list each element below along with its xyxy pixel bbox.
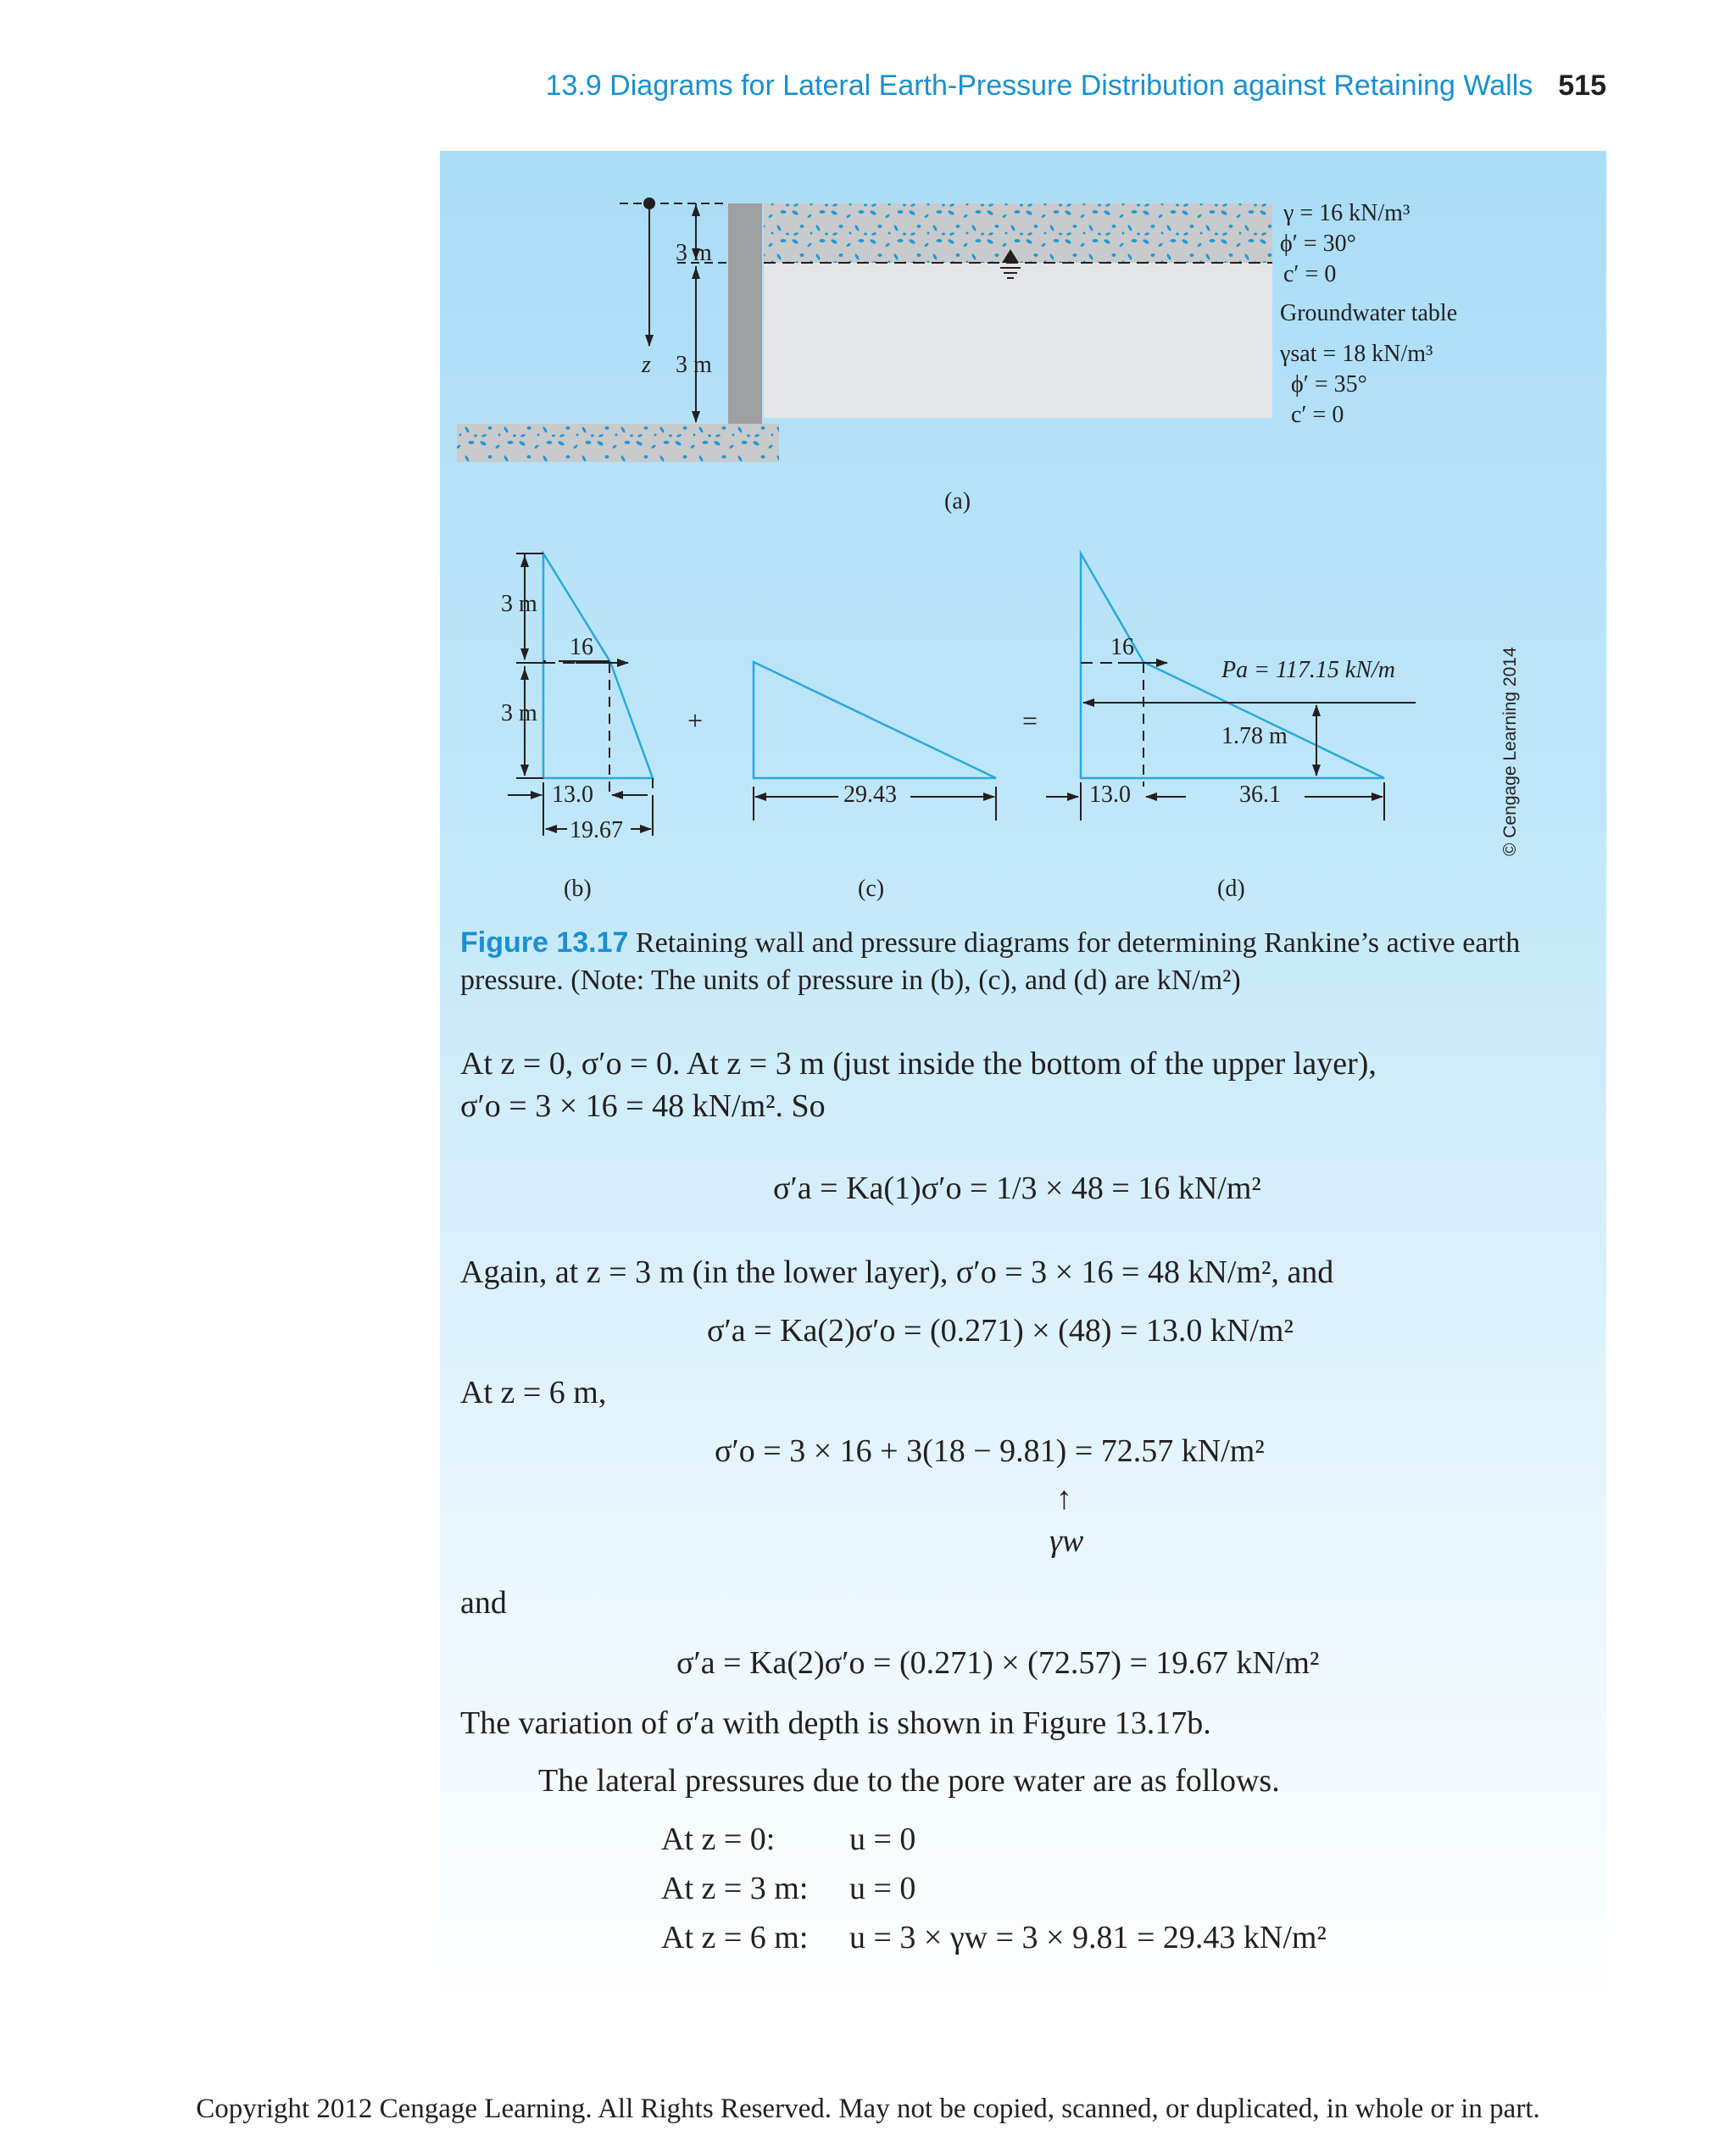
depth-lower-label: 3 m [676, 352, 712, 378]
paragraph-1 [460, 1043, 1588, 1127]
pore-where-2: At z = 6 m: [661, 1920, 809, 1955]
upper-soil-layer [764, 203, 1188, 263]
label-c: (c) [858, 876, 885, 902]
paragraph-5: The variation of σ′a with depth is shown in Figure 13.17b. [460, 1705, 1211, 1741]
label-b: (b) [564, 876, 592, 902]
caption-text: Retaining wall and pressure diagrams for determining Rankine’s active earth pressure. (Note: The units of pressure in (b), (c), and (d) are kN/m²) [460, 927, 1521, 996]
paragraph-1-line-2: σ′o = 3 × 16 = 48 kN/m². So [460, 1088, 826, 1124]
pore-value-0: u = 0 [849, 1822, 916, 1857]
lower-gamma: γsat = 18 kN/m³ [1280, 341, 1433, 367]
image-credit: © Cengage Learning 2014 [1500, 647, 1520, 856]
equation-3: σ′o = 3 × 16 + 3(18 − 9.81) = 72.57 kN/m² [715, 1433, 1265, 1469]
wall-diagram-a [457, 190, 1272, 462]
figure-caption [460, 924, 1562, 999]
equation-3-arrow: ↑ [1056, 1481, 1072, 1516]
arm-label: 1.78 m [1221, 723, 1288, 749]
z-axis-label: z [642, 352, 651, 378]
page-number: 515 [1558, 70, 1606, 102]
equation-1: σ′a = Ka(1)σ′o = 1/3 × 48 = 16 kN/m² [773, 1171, 1261, 1206]
pressure-diagram-b [543, 553, 653, 778]
pore-where-1: At z = 3 m: [661, 1871, 809, 1906]
pore-value-1: u = 0 [849, 1871, 916, 1906]
upper-gamma: γ = 16 kN/m³ [1283, 200, 1410, 226]
equals-sign: = [1022, 705, 1038, 736]
pa-label: Pa = 117.15 kN/m [1221, 657, 1396, 683]
depth-upper-label: 3 m [676, 240, 712, 266]
equation-3-note: γw [1049, 1523, 1084, 1559]
b-dim-top: 3 m [501, 591, 537, 617]
lower-soil-layer [764, 265, 1272, 418]
pressure-diagram-c [754, 662, 996, 778]
copyright-footer: Copyright 2012 Cengage Learning. All Rights Reserved. May not be copied, scanned, or duplicated, in whole or in part. [196, 2094, 1540, 2124]
figure-13-17 [440, 151, 1606, 897]
equation-2: σ′a = Ka(2)σ′o = (0.271) × (48) = 13.0 kN/m² [707, 1313, 1294, 1349]
label-a: (a) [944, 488, 971, 515]
b-value-16: 16 [570, 634, 593, 660]
groundwater-table-label: Groundwater table [1280, 300, 1458, 326]
paragraph-2: Again, at z = 3 m (in the lower layer), σ′o = 3 × 16 = 48 kN/m², and [460, 1254, 1334, 1290]
paragraph-4: and [460, 1585, 507, 1621]
retaining-wall [728, 203, 762, 424]
section-title: 13.9 Diagrams for Lateral Earth-Pressure Distribution against Retaining Walls [545, 70, 1533, 102]
d-value-361: 36.1 [1239, 781, 1281, 808]
pore-where-0: At z = 0: [661, 1822, 776, 1857]
equation-4: σ′a = Ka(2)σ′o = (0.271) × (72.57) = 19.67 kN/m² [676, 1645, 1320, 1681]
upper-phi: ϕ′ = 30° [1280, 231, 1356, 257]
d-value-16: 16 [1110, 634, 1134, 660]
paragraph-1-line-1: At z = 0, σ′o = 0. At z = 3 m (just inside the bottom of the upper layer), [460, 1046, 1377, 1082]
diagram-c [754, 662, 996, 778]
b-dim-bottom: 3 m [501, 700, 537, 726]
b-value-13: 13.0 [552, 781, 593, 808]
paragraph-6: The lateral pressures due to the pore water are as follows. [538, 1763, 1280, 1799]
pore-value-2: u = 3 × γw = 3 × 9.81 = 29.43 kN/m² [849, 1920, 1327, 1955]
front-soil [457, 424, 779, 462]
upper-c: c′ = 0 [1283, 261, 1337, 287]
lower-phi: ϕ′ = 35° [1291, 371, 1367, 398]
d-value-13: 13.0 [1089, 781, 1131, 808]
label-d: (d) [1217, 876, 1245, 902]
running-header [0, 70, 1606, 103]
plus-sign: + [687, 705, 704, 736]
diagram-b [543, 553, 653, 778]
b-value-1967: 19.67 [570, 817, 623, 843]
paragraph-3: At z = 6 m, [460, 1375, 607, 1410]
lower-c: c′ = 0 [1291, 402, 1344, 428]
caption-number: Figure 13.17 [460, 926, 629, 959]
c-value-2943: 29.43 [843, 781, 897, 808]
